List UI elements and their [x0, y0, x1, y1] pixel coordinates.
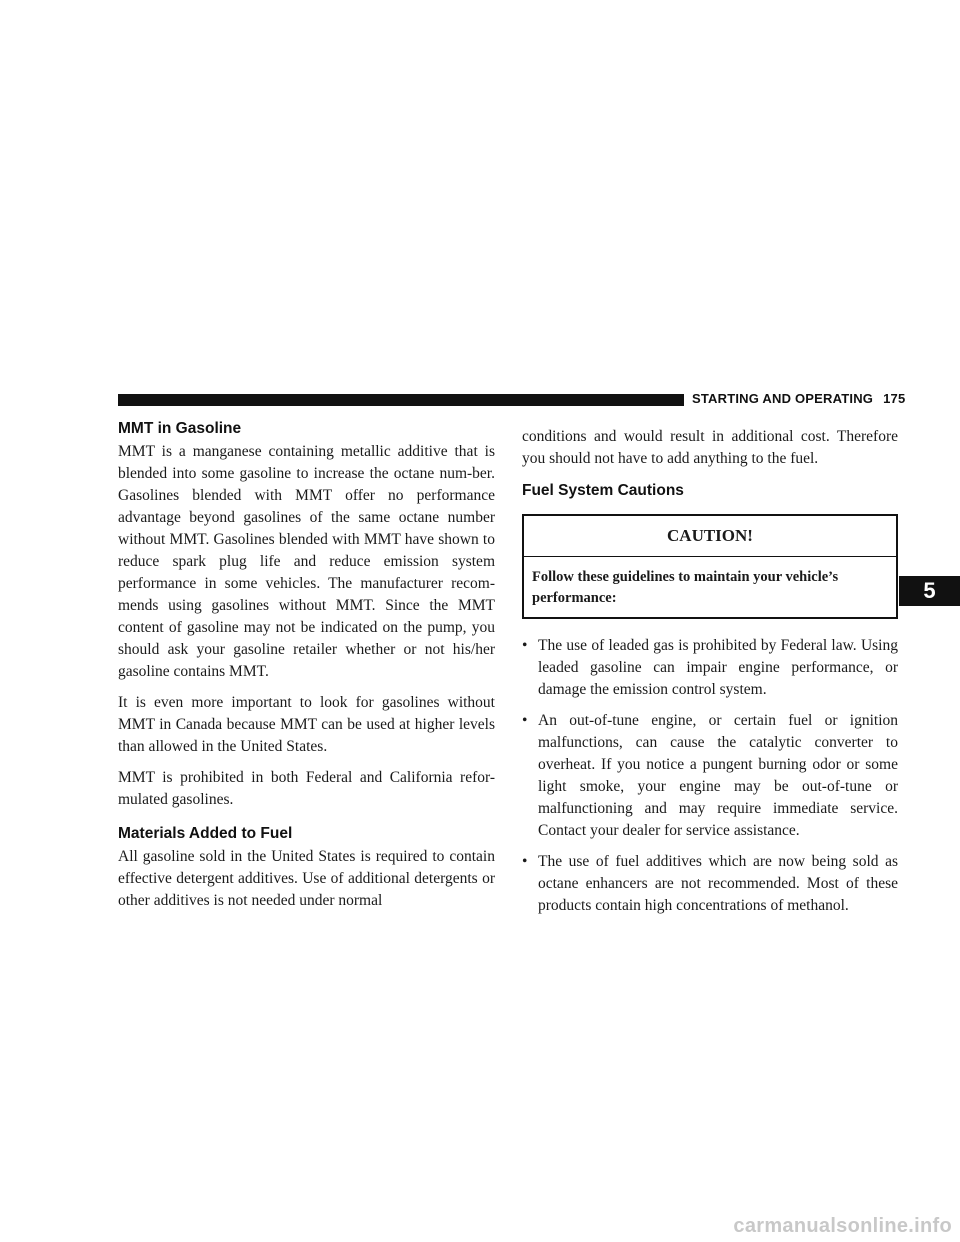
list-item: [522, 710, 898, 842]
mmt-paragraph-2: It is even more important to look for gasolines without MMT in Canada because MMT can be used at higher levels than allowed in the United States.: [118, 694, 495, 755]
caution-title: CAUTION!: [524, 516, 896, 557]
mmt-paragraph-3: MMT is prohibited in both Federal and California refor-mulated gasolines.: [118, 769, 495, 808]
bullet-icon: •: [522, 637, 528, 654]
list-item: [522, 851, 898, 917]
section-title: STARTING AND OPERATING: [692, 391, 874, 406]
header-rule: [118, 394, 684, 406]
fuel-heading: Fuel System Cautions: [522, 482, 684, 499]
mmt-heading: MMT in Gasoline: [118, 420, 242, 437]
mmt-paragraph-1: MMT is a manganese containing metallic additive that is blended into some gasoline to increase the octane num-ber. Gasolines blended with MMT offer no performance advantage beyond gasolines of the same octane number without MMT. Gasolines blended with MMT have shown to reduce spark plug life and reduce emission system performance in some vehicles. The manufacturer recom-mends using gasolines without MMT. Since the MMT content of gasoline may not be indicated on the pump, you should ask your gasoline retailer whether or not his/her gasoline contains MMT.: [118, 443, 495, 680]
list-item: [522, 635, 898, 701]
watermark: carmanualsonline.info: [733, 1215, 952, 1237]
list-item-text: An out-of-tune engine, or certain fuel or ignition malfunctions, can cause the catalytic converter to overheat. If you notice a pungent burning odor or some light smoke, your engine may be out-of-tune or malfunctioning and may require immediate service. Contact your dealer for service assistance.: [538, 712, 898, 839]
continued-paragraph: conditions and would result in additional cost. Therefore you should not have to add anything to the fuel.: [522, 428, 898, 467]
running-header: [692, 391, 905, 406]
page-number: 175: [883, 391, 906, 406]
left-column: [118, 420, 495, 921]
chapter-tab: 5: [899, 576, 960, 606]
bullet-icon: •: [522, 853, 528, 870]
materials-paragraph: All gasoline sold in the United States is required to contain effective detergent additives. Use of additional detergents or other additives is not needed under normal: [118, 848, 495, 909]
list-item-text: The use of leaded gas is prohibited by Federal law. Using leaded gasoline can impair engine performance, or damage the emission control system.: [538, 637, 898, 698]
bullet-icon: •: [522, 712, 528, 729]
caution-list: [522, 635, 898, 917]
list-item-text: The use of fuel additives which are now being sold as octane enhancers are not recommended. Most of these products contain high concentrations of methanol.: [538, 853, 898, 914]
caution-body: Follow these guidelines to maintain your vehicle’s performance:: [532, 569, 839, 606]
right-column: [522, 426, 898, 926]
caution-box: [522, 514, 898, 619]
materials-heading: Materials Added to Fuel: [118, 825, 293, 842]
